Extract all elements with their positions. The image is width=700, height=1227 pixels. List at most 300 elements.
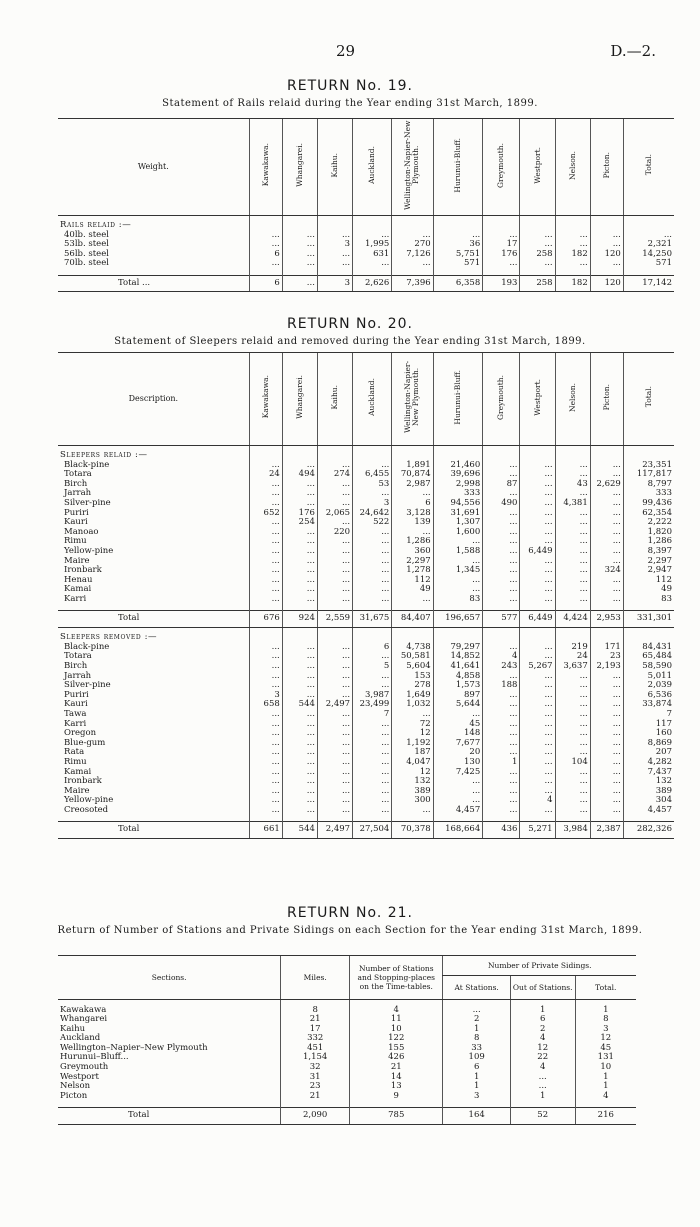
row-label-text: Birch <box>64 660 88 671</box>
table-cell: 10 <box>575 1063 636 1073</box>
total-cell: 924 <box>282 611 317 628</box>
table-row <box>58 595 674 605</box>
table-cell: 2,497 <box>317 700 352 710</box>
table-cell: ... <box>282 806 317 816</box>
table-cell: ... <box>282 691 317 701</box>
table-cell: ... <box>282 768 317 778</box>
table-cell: ... <box>353 796 392 806</box>
table-cell: 41,641 <box>433 662 483 672</box>
total-cell: 4,424 <box>555 611 590 628</box>
column-header-text: Auckland. <box>367 146 377 184</box>
table-cell: ... <box>353 720 392 730</box>
document-reference: D.—2. <box>610 42 656 60</box>
table-cell: ... <box>317 259 352 269</box>
table-cell: ... <box>249 566 282 576</box>
return-21-subtitle: Return of Number of Stations and Private Sidings on each Section for the Year ending 31st March, 1899. <box>57 925 643 936</box>
table-cell: 132 <box>392 777 433 787</box>
table-cell: ... <box>520 643 555 653</box>
column-header <box>623 119 674 216</box>
table-cell: 3 <box>249 691 282 701</box>
table-cell: ... <box>282 739 317 749</box>
row-label-text: Silver-pine <box>64 680 111 691</box>
table-cell: 11 <box>350 1015 443 1025</box>
table-cell: 4,457 <box>623 806 674 816</box>
table-cell: ... <box>282 240 317 250</box>
table-cell: ... <box>520 518 555 528</box>
table-cell: ... <box>282 672 317 682</box>
table-cell: 33 <box>443 1044 510 1054</box>
table-cell: ... <box>590 518 623 528</box>
table-cell: 3,128 <box>392 509 433 519</box>
table-cell: 12 <box>510 1044 575 1054</box>
column-header <box>353 353 392 446</box>
table-cell: 130 <box>433 758 483 768</box>
table-cell: 220 <box>317 528 352 538</box>
table-cell: ... <box>317 720 352 730</box>
row-label-text: Rata <box>64 747 85 758</box>
table-cell: ... <box>317 547 352 557</box>
table-cell: ... <box>555 509 590 519</box>
table-cell: 1,032 <box>392 700 433 710</box>
table-cell: ... <box>590 796 623 806</box>
row-label-text: Karri <box>64 718 87 729</box>
table-cell: ... <box>282 796 317 806</box>
table-row <box>58 1063 636 1073</box>
row-label <box>58 700 249 710</box>
total-cell: 6 <box>249 275 282 292</box>
table-cell: ... <box>353 739 392 749</box>
table-cell: ... <box>282 250 317 260</box>
table-cell: 2,039 <box>623 681 674 691</box>
table-cell: ... <box>317 489 352 499</box>
table-cell: ... <box>353 537 392 547</box>
table-cell: ... <box>249 480 282 490</box>
table-cell: 45 <box>575 1044 636 1054</box>
table-cell: ... <box>249 787 282 797</box>
table-cell: ... <box>483 489 520 499</box>
return-21-title: RETURN No. 21. <box>287 905 413 921</box>
table-cell: ... <box>249 499 282 509</box>
total-cell: 7,396 <box>392 275 433 292</box>
table-cell: 324 <box>590 566 623 576</box>
row-label-text: Jarrah <box>64 670 92 681</box>
total-cell: 3,984 <box>555 821 590 838</box>
table-cell: ... <box>483 768 520 778</box>
table-cell: ... <box>317 739 352 749</box>
table-cell: 490 <box>483 499 520 509</box>
table-cell: 117,817 <box>623 470 674 480</box>
table-cell: 65,484 <box>623 652 674 662</box>
table-cell: 4 <box>483 652 520 662</box>
table-cell: ... <box>282 557 317 567</box>
total-cell: 2,090 <box>281 1107 350 1124</box>
table-cell: ... <box>483 672 520 682</box>
column-header-text: Greymouth. <box>496 142 506 188</box>
table-cell: 254 <box>282 518 317 528</box>
total-cell: 196,657 <box>433 611 483 628</box>
row-label-text: Black-pine <box>64 641 110 652</box>
table-cell: 1 <box>575 1006 636 1016</box>
row-label: Auckland <box>60 1033 101 1044</box>
table-cell: 1,278 <box>392 566 433 576</box>
table-cell: ... <box>520 787 555 797</box>
total-cell: 785 <box>350 1107 443 1124</box>
table-cell: 4,047 <box>392 758 433 768</box>
table-cell: ... <box>282 710 317 720</box>
column-header <box>249 119 282 216</box>
table-cell: ... <box>555 739 590 749</box>
section-label: Rails relaid :— <box>60 220 132 231</box>
table-cell: 4 <box>520 796 555 806</box>
column-header-text: Total. <box>643 154 653 176</box>
table-row <box>58 1006 636 1016</box>
table-cell: ... <box>353 777 392 787</box>
table-cell: ... <box>282 787 317 797</box>
row-label-text: Silver-pine <box>64 498 111 509</box>
table-cell: 12 <box>575 1034 636 1044</box>
table-cell: 1,820 <box>623 528 674 538</box>
column-header <box>555 353 590 446</box>
total-cell: 27,504 <box>353 821 392 838</box>
table-cell: 39,696 <box>433 470 483 480</box>
table-cell: 4 <box>350 1006 443 1016</box>
table-cell: ... <box>392 595 433 605</box>
table-row <box>58 1053 636 1063</box>
table-row <box>58 1025 636 1035</box>
column-header-label: Description. <box>58 353 249 446</box>
column-header <box>590 353 623 446</box>
table-cell: ... <box>520 576 555 586</box>
table-cell: ... <box>555 518 590 528</box>
column-header <box>392 353 433 446</box>
table-cell: ... <box>520 240 555 250</box>
table-cell: ... <box>317 796 352 806</box>
table-cell: 83 <box>433 595 483 605</box>
table-cell: ... <box>555 547 590 557</box>
table-cell: 50,581 <box>392 652 433 662</box>
section-label: Sleepers removed :— <box>60 632 158 643</box>
table-cell: ... <box>317 758 352 768</box>
table-row <box>58 1044 636 1054</box>
table-cell: ... <box>555 576 590 586</box>
column-header <box>282 119 317 216</box>
table-cell: ... <box>590 470 623 480</box>
table-cell: ... <box>282 681 317 691</box>
table-cell: 99,436 <box>623 499 674 509</box>
table-cell: 10 <box>350 1025 443 1035</box>
table-cell: ... <box>555 787 590 797</box>
miles-header: Miles. <box>281 956 350 1000</box>
table-cell: ... <box>483 691 520 701</box>
total-cell: 258 <box>520 275 555 292</box>
table-cell: 1,649 <box>392 691 433 701</box>
table-cell: 23 <box>590 652 623 662</box>
table-cell: 1,192 <box>392 739 433 749</box>
table-cell: 7,677 <box>433 739 483 749</box>
table-cell: ... <box>282 499 317 509</box>
table-cell: ... <box>353 652 392 662</box>
table-cell: ... <box>317 231 352 241</box>
table-cell: ... <box>520 758 555 768</box>
table-cell: 21 <box>350 1063 443 1073</box>
total-cell: 31,675 <box>353 611 392 628</box>
table-cell: ... <box>483 739 520 749</box>
total-cell: 436 <box>483 821 520 838</box>
return-19-title: RETURN No. 19. <box>287 78 413 94</box>
table-cell: 8 <box>575 1015 636 1025</box>
table-cell: 6 <box>353 643 392 653</box>
total-row <box>58 821 674 838</box>
table-cell: ... <box>317 566 352 576</box>
total-label: Total <box>58 821 249 838</box>
table-cell: ... <box>520 557 555 567</box>
table-cell: ... <box>555 259 590 269</box>
table-cell: ... <box>590 681 623 691</box>
table-cell: ... <box>317 729 352 739</box>
table-cell: 176 <box>282 509 317 519</box>
table-cell: 1 <box>510 1006 575 1016</box>
row-label-text: Blue-gum <box>64 737 106 748</box>
table-cell: ... <box>392 710 433 720</box>
table-cell: 22 <box>510 1053 575 1063</box>
table-cell: ... <box>623 231 674 241</box>
table-cell: 1 <box>443 1082 510 1092</box>
table-cell: 1 <box>443 1073 510 1083</box>
table-cell: ... <box>520 806 555 816</box>
row-label-text: Kauri <box>64 699 88 710</box>
table-cell: ... <box>590 537 623 547</box>
table-cell: 1,573 <box>433 681 483 691</box>
table-cell: ... <box>520 681 555 691</box>
table-cell: ... <box>590 231 623 241</box>
table-cell: 45 <box>433 720 483 730</box>
row-label-text: Yellow-pine <box>64 546 114 557</box>
table-cell: 176 <box>483 250 520 260</box>
table-cell: ... <box>282 643 317 653</box>
table-cell: 49 <box>623 585 674 595</box>
table-cell: ... <box>483 259 520 269</box>
column-header-text: Westport. <box>532 146 542 184</box>
table-cell: 1,286 <box>623 537 674 547</box>
table-cell: 83 <box>623 595 674 605</box>
row-label-text: Karri <box>64 594 87 604</box>
column-header-text: Total. <box>643 386 653 408</box>
table-cell: ... <box>249 681 282 691</box>
table-cell: 2,222 <box>623 518 674 528</box>
table-cell: ... <box>483 748 520 758</box>
column-header <box>520 353 555 446</box>
table-cell: ... <box>249 547 282 557</box>
total-cell: 577 <box>483 611 520 628</box>
total-row <box>58 611 674 628</box>
table-cell: ... <box>590 461 623 471</box>
private-sidings-header: Number of Private Sidings. <box>443 956 636 976</box>
table-cell: ... <box>590 576 623 586</box>
table-cell: 332 <box>281 1034 350 1044</box>
table-cell: ... <box>483 576 520 586</box>
table-cell: ... <box>510 1082 575 1092</box>
table-cell: ... <box>483 787 520 797</box>
table-cell: 274 <box>317 470 352 480</box>
table-row <box>58 1092 636 1102</box>
table-cell: 24 <box>555 652 590 662</box>
out-of-stations-header: Out of Stations. <box>510 976 575 1000</box>
table-cell: 31 <box>281 1073 350 1083</box>
total-cell: 6,449 <box>520 611 555 628</box>
table-cell: 4 <box>575 1092 636 1102</box>
column-header-text: Picton. <box>601 151 611 179</box>
table-cell: ... <box>555 720 590 730</box>
row-label-text: Kauri <box>64 517 88 528</box>
table-cell: ... <box>555 240 590 250</box>
table-cell: ... <box>483 470 520 480</box>
table-cell: ... <box>282 537 317 547</box>
total-label: Total <box>58 1107 281 1124</box>
row-label <box>58 595 249 605</box>
table-row <box>58 259 674 269</box>
column-header <box>623 353 674 446</box>
row-label-text: Birch <box>64 478 88 489</box>
table-cell: ... <box>353 672 392 682</box>
table-cell: ... <box>282 595 317 605</box>
table-cell: ... <box>520 585 555 595</box>
section-label: Sleepers relaid :— <box>60 450 148 461</box>
table-cell: 17 <box>281 1025 350 1035</box>
table-cell: ... <box>249 240 282 250</box>
table-cell: ... <box>555 768 590 778</box>
total-cell: 282,326 <box>623 821 674 838</box>
row-label-text: Rimu <box>64 756 87 767</box>
table-cell: ... <box>590 739 623 749</box>
return-20-subtitle: Statement of Sleepers relaid and removed during the Year ending 31st March, 1899. <box>114 336 586 347</box>
table-cell: 79,297 <box>433 643 483 653</box>
row-label <box>58 259 249 269</box>
table-cell: ... <box>353 758 392 768</box>
row-label: Nelson <box>60 1081 91 1092</box>
total-cell: 5,271 <box>520 821 555 838</box>
table-cell: ... <box>249 518 282 528</box>
table-cell: 1,154 <box>281 1053 350 1063</box>
total-cell: 164 <box>443 1107 510 1124</box>
column-header <box>483 353 520 446</box>
table-cell: 243 <box>483 662 520 672</box>
table-cell: ... <box>520 739 555 749</box>
table-cell: 21 <box>281 1015 350 1025</box>
row-label-text: Puriri <box>64 689 89 700</box>
table-cell: ... <box>249 758 282 768</box>
table-cell: 12 <box>392 768 433 778</box>
table-cell: 5,267 <box>520 662 555 672</box>
table-cell: ... <box>555 681 590 691</box>
table-cell: ... <box>353 547 392 557</box>
table-cell: 187 <box>392 748 433 758</box>
table-cell: ... <box>433 777 483 787</box>
table-cell: 258 <box>520 250 555 260</box>
table-cell: 14,852 <box>433 652 483 662</box>
sections-header: Sections. <box>58 956 281 1000</box>
total-cell: 216 <box>575 1107 636 1124</box>
table-cell: ... <box>282 547 317 557</box>
total-cell: ... <box>282 275 317 292</box>
column-header-text: Picton. <box>601 383 611 411</box>
table-cell: 389 <box>623 787 674 797</box>
table-cell: ... <box>520 729 555 739</box>
table-cell: ... <box>555 777 590 787</box>
table-cell: 333 <box>623 489 674 499</box>
table-cell: ... <box>590 720 623 730</box>
table-cell: ... <box>317 480 352 490</box>
total-cell: 331,301 <box>623 611 674 628</box>
table-cell: ... <box>317 672 352 682</box>
table-cell: 897 <box>433 691 483 701</box>
table-cell: ... <box>317 518 352 528</box>
table-cell: 4 <box>510 1063 575 1073</box>
total-cell: 661 <box>249 821 282 838</box>
total-cell: 544 <box>282 821 317 838</box>
table-cell: 1,307 <box>433 518 483 528</box>
column-header-text: Hurunui-Bluff. <box>452 369 462 425</box>
row-label-text: Kamai <box>64 766 92 777</box>
table-cell: 24 <box>249 470 282 480</box>
table-cell: ... <box>249 259 282 269</box>
table-cell: ... <box>249 489 282 499</box>
table-cell: ... <box>249 729 282 739</box>
table-cell: 522 <box>353 518 392 528</box>
table-cell: 62,354 <box>623 509 674 519</box>
table-cell: ... <box>483 518 520 528</box>
row-label: Picton <box>60 1090 88 1101</box>
table-cell: 23,351 <box>623 461 674 471</box>
table-cell: ... <box>483 585 520 595</box>
table-cell: 182 <box>555 250 590 260</box>
table-cell: ... <box>520 461 555 471</box>
table-cell: 20 <box>433 748 483 758</box>
table-cell: ... <box>483 710 520 720</box>
table-cell: ... <box>590 240 623 250</box>
table-cell: 188 <box>483 681 520 691</box>
table-cell: 33,874 <box>623 700 674 710</box>
table-cell: ... <box>590 672 623 682</box>
table-cell: 652 <box>249 509 282 519</box>
table-cell: ... <box>282 748 317 758</box>
table-cell: 17 <box>483 240 520 250</box>
table-cell: ... <box>249 710 282 720</box>
table-cell: ... <box>317 652 352 662</box>
row-label-text: Black-pine <box>64 459 110 470</box>
table-cell: 104 <box>555 758 590 768</box>
column-header-text: Kawakawa. <box>260 375 270 419</box>
table-cell: ... <box>353 557 392 567</box>
table-cell: ... <box>483 557 520 567</box>
return-20-title: RETURN No. 20. <box>287 316 413 332</box>
table-cell: ... <box>353 748 392 758</box>
table-cell: ... <box>433 576 483 586</box>
column-header-text: Kaihu. <box>329 152 339 178</box>
table-cell: 6 <box>392 499 433 509</box>
table-cell: ... <box>282 777 317 787</box>
column-header <box>483 119 520 216</box>
table-cell: ... <box>317 576 352 586</box>
total-cell: 17,142 <box>623 275 674 292</box>
column-header <box>433 353 483 446</box>
table-cell: ... <box>590 595 623 605</box>
table-cell: 6 <box>249 250 282 260</box>
total-cell: 70,378 <box>392 821 433 838</box>
row-label-text: Totara <box>64 651 92 662</box>
table-cell: 120 <box>590 250 623 260</box>
table-cell: ... <box>483 729 520 739</box>
table-cell: ... <box>590 777 623 787</box>
